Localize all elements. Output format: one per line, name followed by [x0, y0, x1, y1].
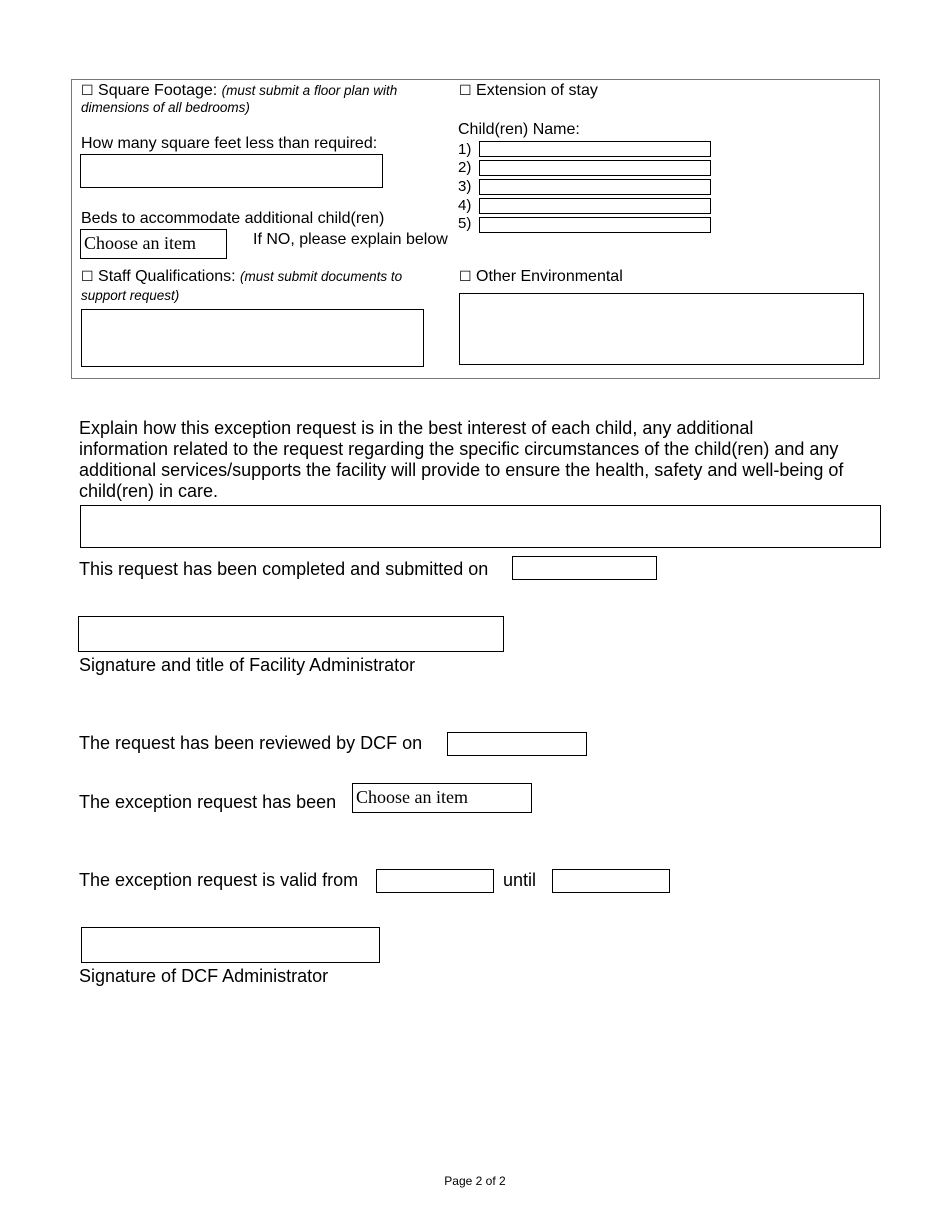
valid-until-input[interactable]	[552, 869, 670, 893]
explain-text-line3: additional services/supports the facility will provide to ensure the health, safety and well-being of	[79, 460, 844, 480]
sqft-less-label: How many square feet less than required:	[81, 135, 378, 152]
if-no-note: If NO, please explain below	[253, 231, 448, 248]
child-name-input-1[interactable]	[479, 141, 711, 157]
square-footage-note-line2: dimensions of all bedrooms)	[81, 100, 250, 115]
square-footage-note: (must submit a floor plan with	[221, 83, 398, 98]
facility-signature-input[interactable]	[78, 616, 504, 652]
explain-text-line2: information related to the request regarding the specific circumstances of the child(ren) and any	[79, 439, 839, 459]
staff-qualifications-input[interactable]	[81, 309, 424, 367]
other-environmental-label: Other Environmental	[476, 268, 623, 285]
child-num-3: 3)	[458, 178, 472, 195]
square-footage-checkbox[interactable]: ☐	[81, 83, 94, 99]
other-environmental-input[interactable]	[459, 293, 864, 365]
staff-qualifications-note: (must submit documents to	[240, 269, 403, 284]
dcf-signature-input[interactable]	[81, 927, 380, 963]
valid-until-label: until	[503, 870, 537, 890]
child-num-2: 2)	[458, 159, 472, 176]
explain-text-line1: Explain how this exception request is in the best interest of each child, any additional	[79, 418, 754, 438]
child-name-input-5[interactable]	[479, 217, 711, 233]
extension-heading	[459, 81, 598, 101]
beds-label: Beds to accommodate additional child(ren)	[81, 210, 385, 227]
submitted-label: This request has been completed and submitted on	[79, 559, 489, 579]
explain-input[interactable]	[80, 505, 881, 548]
child-num-1: 1)	[458, 141, 472, 158]
staff-qualifications-label: Staff Qualifications:	[98, 268, 236, 285]
reviewed-label: The request has been reviewed by DCF on	[79, 733, 423, 753]
child-num-5: 5)	[458, 215, 472, 232]
child-num-4: 4)	[458, 197, 472, 214]
page-number: Page 2 of 2	[444, 1174, 506, 1188]
explain-text-line4: child(ren) in care.	[79, 481, 219, 501]
staff-qualifications-heading	[81, 267, 402, 287]
child-name-input-2[interactable]	[479, 160, 711, 176]
child-name-input-3[interactable]	[479, 179, 711, 195]
status-label: The exception request has been	[79, 792, 337, 812]
staff-qualifications-note-line2: support request)	[81, 288, 180, 303]
sqft-less-input[interactable]	[80, 154, 383, 188]
other-environmental-checkbox[interactable]: ☐	[459, 269, 472, 285]
reviewed-date-input[interactable]	[447, 732, 587, 756]
extension-label: Extension of stay	[476, 82, 598, 99]
status-select[interactable]: Choose an item	[352, 783, 532, 813]
valid-from-label: The exception request is valid from	[79, 870, 359, 890]
staff-qualifications-checkbox[interactable]: ☐	[81, 269, 94, 285]
submitted-date-input[interactable]	[512, 556, 657, 580]
extension-checkbox[interactable]: ☐	[459, 83, 472, 99]
child-name-input-4[interactable]	[479, 198, 711, 214]
square-footage-label: Square Footage:	[98, 82, 218, 99]
facility-signature-label: Signature and title of Facility Administrator	[79, 655, 416, 675]
other-environmental-heading	[459, 267, 623, 287]
children-name-label: Child(ren) Name:	[458, 121, 580, 138]
valid-from-input[interactable]	[376, 869, 494, 893]
dcf-signature-label: Signature of DCF Administrator	[79, 966, 329, 986]
beds-select[interactable]: Choose an item	[80, 229, 227, 259]
